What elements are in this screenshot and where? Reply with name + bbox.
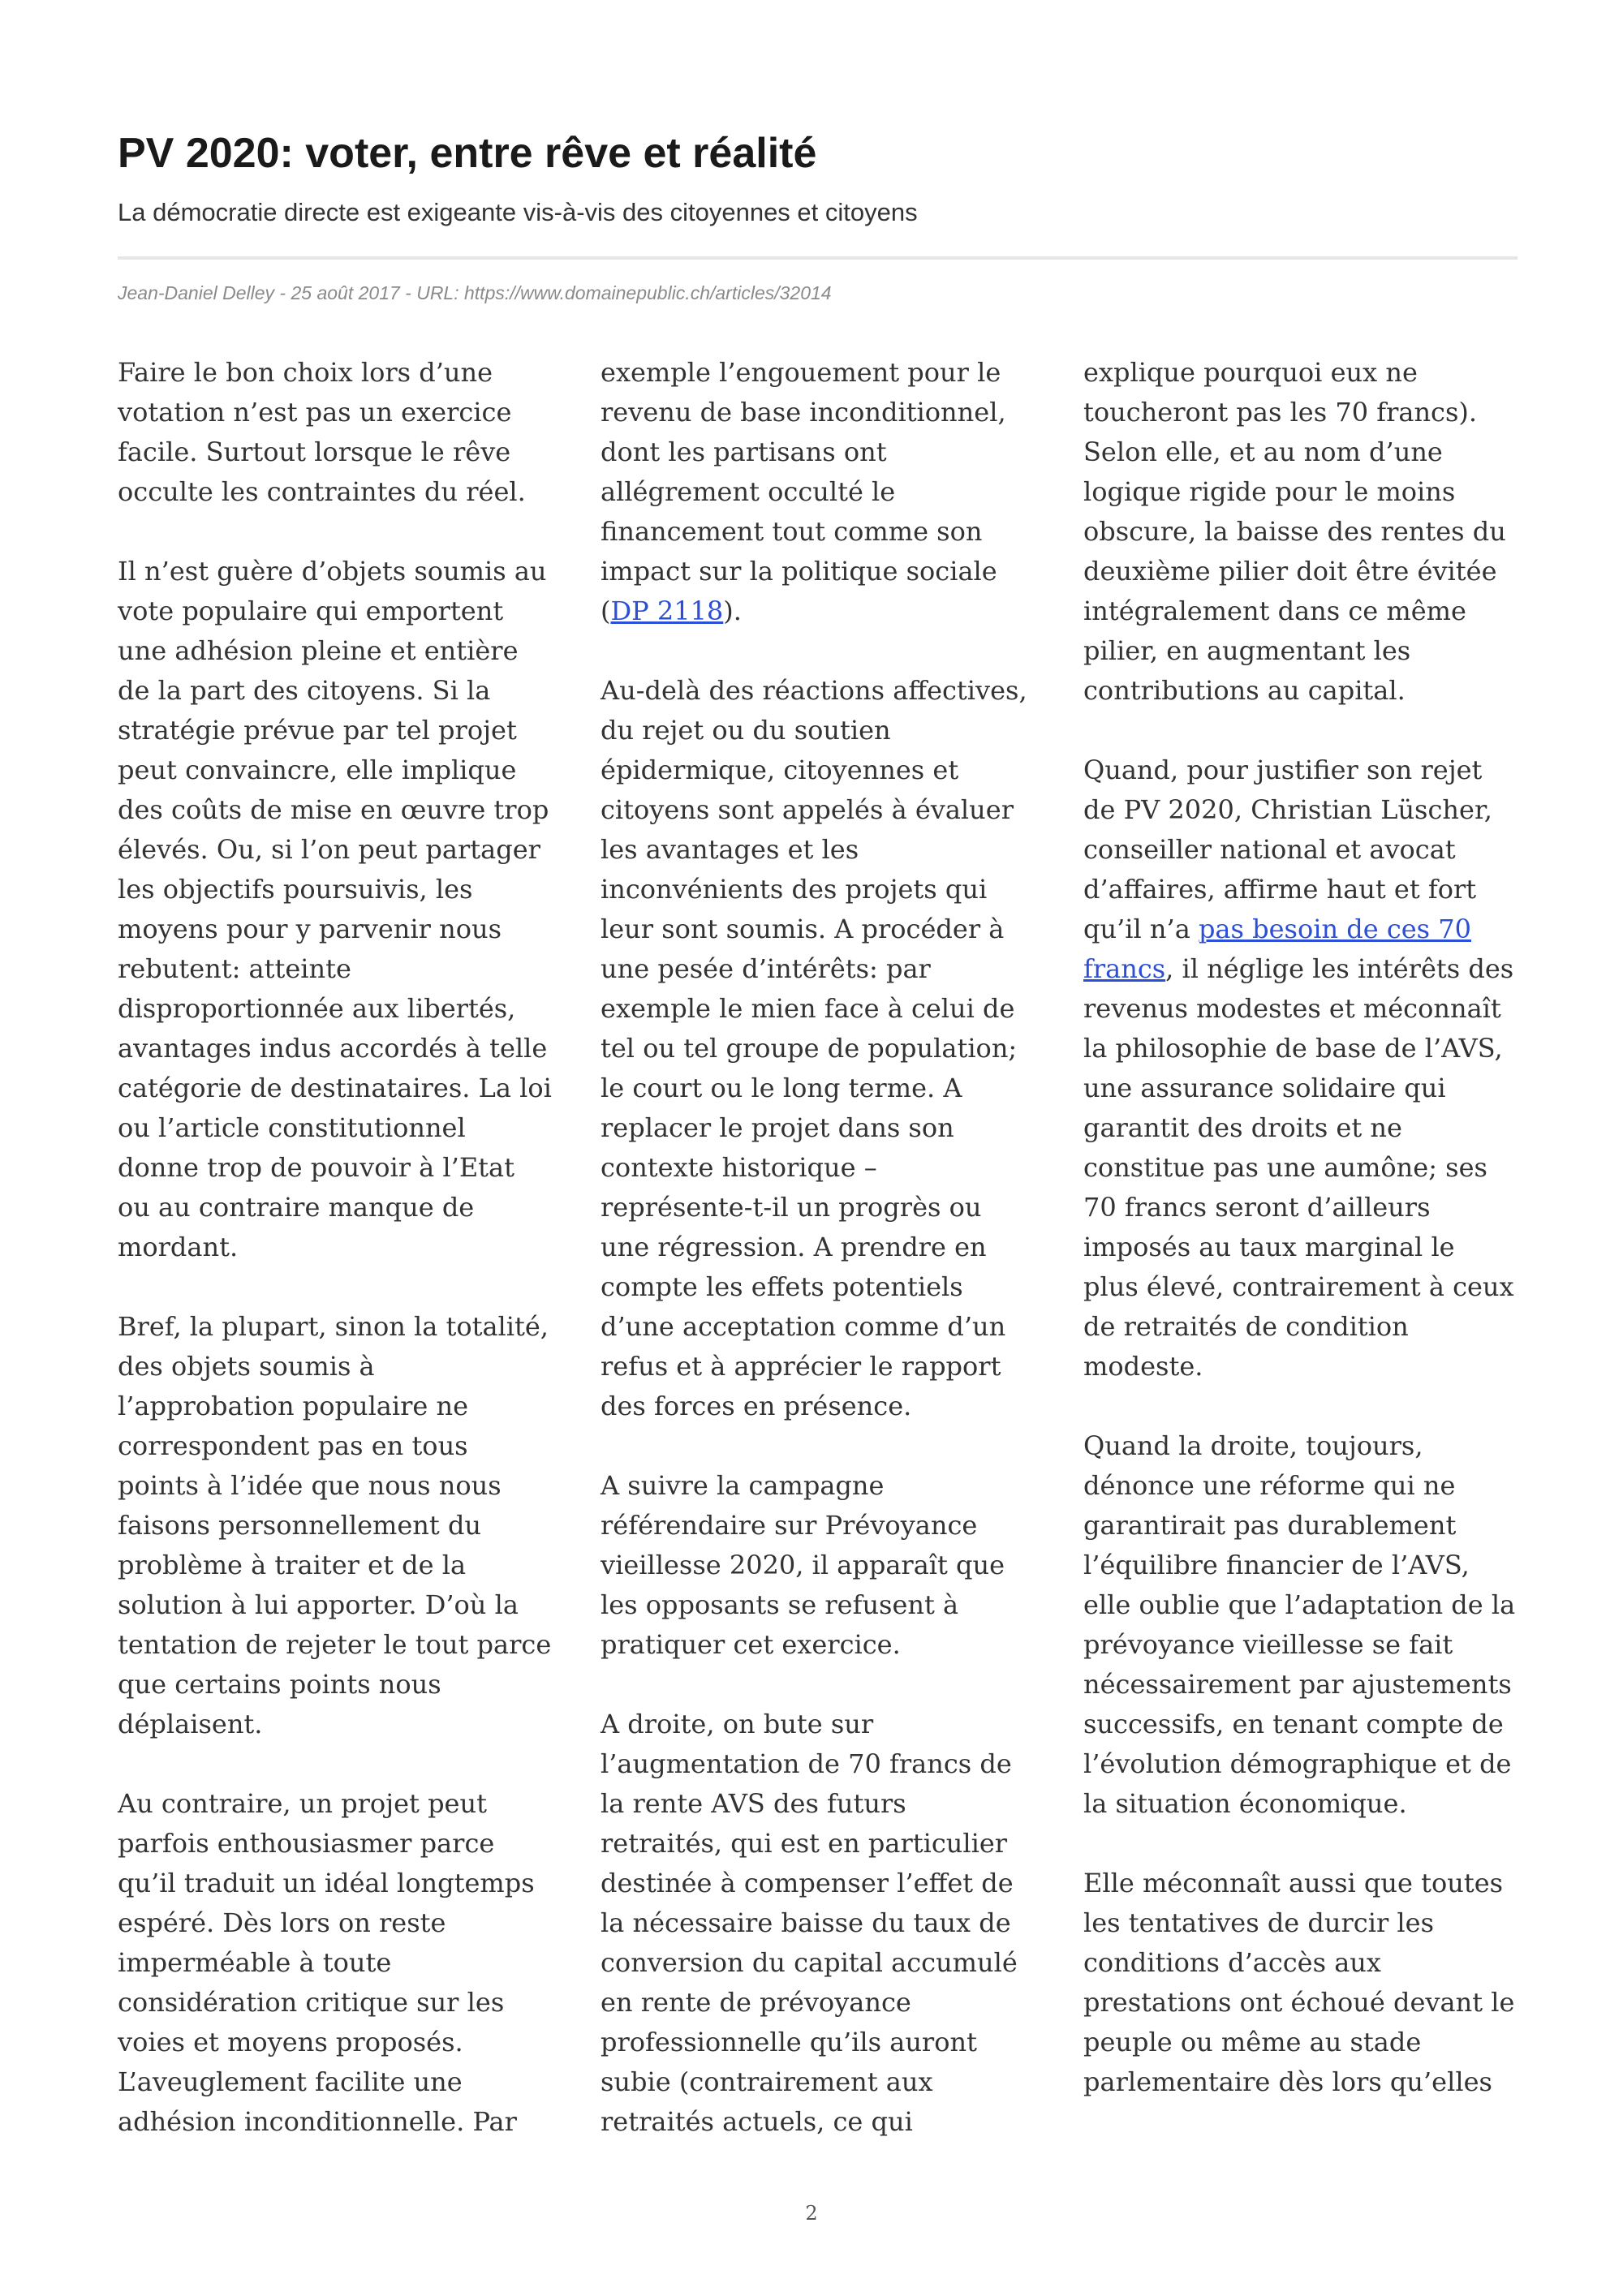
paragraph-text: ). xyxy=(723,595,742,627)
column-middle xyxy=(601,353,1035,2142)
paragraph-text: , il néglige les intérêts des revenus modestes et méconnaît la philosophie de base de l’AVS, une assurance solidaire qui garantit des droits et ne constitue pas une aumône; ses 70 francs seront d’ailleurs imposés au taux marginal le plus élevé, contrairement à ceux de retraités de condition modeste. xyxy=(1083,953,1514,1382)
70-francs-link[interactable]: pas besoin de ces 70 francs xyxy=(1083,914,1471,985)
paragraph: A suivre la campagne référendaire sur Prévoyance vieillesse 2020, il apparaît que les opposants se refusent à pratiquer cet exercice. xyxy=(601,1470,1005,1661)
paragraph: Au contraire, un projet peut parfois enthousiasmer parce qu’il traduit un idéal longtemps espéré. Dès lors on reste imperméable à toute considération critique sur les voies et moyens proposés. L’aveuglement facilite une adhésion inconditionnelle. Par xyxy=(118,1788,535,2138)
article-body xyxy=(118,353,1518,2142)
header-divider xyxy=(118,256,1518,260)
paragraph: Quand la droite, toujours, dénonce une réforme qui ne garantirait pas durablement l’équilibre financier de l’AVS, elle oublie que l’adaptation de la prévoyance vieillesse se fait nécessairement par ajustements successifs, en tenant compte de l’évolution démographique et de la situation économique. xyxy=(1083,1430,1516,1820)
document-page xyxy=(118,130,1516,2142)
page-number: 2 xyxy=(805,2202,818,2225)
dp-2118-link[interactable]: DP 2118 xyxy=(610,595,724,627)
article-meta: Jean-Daniel Delley - 25 août 2017 - URL: https://www.domainepublic.ch/articles/32014 xyxy=(118,282,832,304)
paragraph: Il n’est guère d’objets soumis au vote populaire qui emportent une adhésion pleine et entière de la part des citoyens. Si la stratégie prévue par tel projet peut convaincre, elle implique des coûts de mise en œuvre trop élevés. Ou, si l’on peut partager les objectifs poursuivis, les moyens pour y parvenir nous rebutent: atteinte disproportionnée aux libertés, avantages indus accordés à telle catégorie de destinataires. La loi ou l’article constitutionnel donne trop de pouvoir à l’Etat ou au contraire manque de mordant. xyxy=(118,556,552,1263)
paragraph: explique pourquoi eux ne toucheront pas les 70 francs). Selon elle, et au nom d’une logique rigide pour le moins obscure, la baisse des rentes du deuxième pilier doit être évitée intégralement dans ce même pilier, en augmentant les contributions au capital. xyxy=(1083,357,1506,707)
column-right xyxy=(1083,353,1518,2142)
article-title: PV 2020: voter, entre rêve et réalité xyxy=(118,130,817,177)
column-left xyxy=(118,353,552,2142)
paragraph xyxy=(1083,750,1518,1387)
paragraph: A droite, on bute sur l’augmentation de 70 francs de la rente AVS des futurs retraités, qui est en particulier destinée à compenser l’effet de la nécessaire baisse du taux de conversion du capital accumulé en rente de prévoyance professionnelle qu’ils auront subie (contrairement aux retraités actuels, ce qui xyxy=(601,1709,1018,2138)
paragraph xyxy=(601,353,1035,631)
paragraph: Au-delà des réactions affectives, du rejet ou du soutien épidermique, citoyennes et citoyens sont appelés à évaluer les avantages et les inconvénients des projets qui leur sont soumis. A procéder à une pesée d’intérêts: par exemple le mien face à celui de tel ou tel groupe de population; le court ou le long terme. A replacer le projet dans son contexte historique – représente-t-il un progrès ou une régression. A prendre en compte les effets potentiels d’une acceptation comme d’un refus et à apprécier le rapport des forces en présence. xyxy=(601,675,1027,1422)
article-subtitle: La démocratie directe est exigeante vis-à-vis des citoyennes et citoyens xyxy=(118,197,918,226)
paragraph: Bref, la plupart, sinon la totalité, des objets soumis à l’approbation populaire ne correspondent pas en tous points à l’idée que nous nous faisons personnellement du problème à traiter et de la solution à lui apporter. D’où la tentation de rejeter le tout parce que certains points nous déplaisent. xyxy=(118,1311,552,1740)
paragraph: Faire le bon choix lors d’une votation n’est pas un exercice facile. Surtout lorsque le rêve occulte les contraintes du réel. xyxy=(118,357,526,508)
paragraph: Elle méconnaît aussi que toutes les tentatives de durcir les conditions d’accès aux prestations ont échoué devant le peuple ou même au stade parlementaire dès lors qu’elles xyxy=(1083,1868,1515,2098)
paragraph-text: Quand, pour justifier son rejet de PV 2020, Christian Lüscher, conseiller national et avocat d’affaires, affirme haut et fort qu’il n’a xyxy=(1083,755,1492,945)
paragraph-text: exemple l’engouement pour le revenu de base inconditionnel, dont les partisans ont allégrement occulté le financement tout comme son impact sur la politique sociale ( xyxy=(601,357,1006,627)
